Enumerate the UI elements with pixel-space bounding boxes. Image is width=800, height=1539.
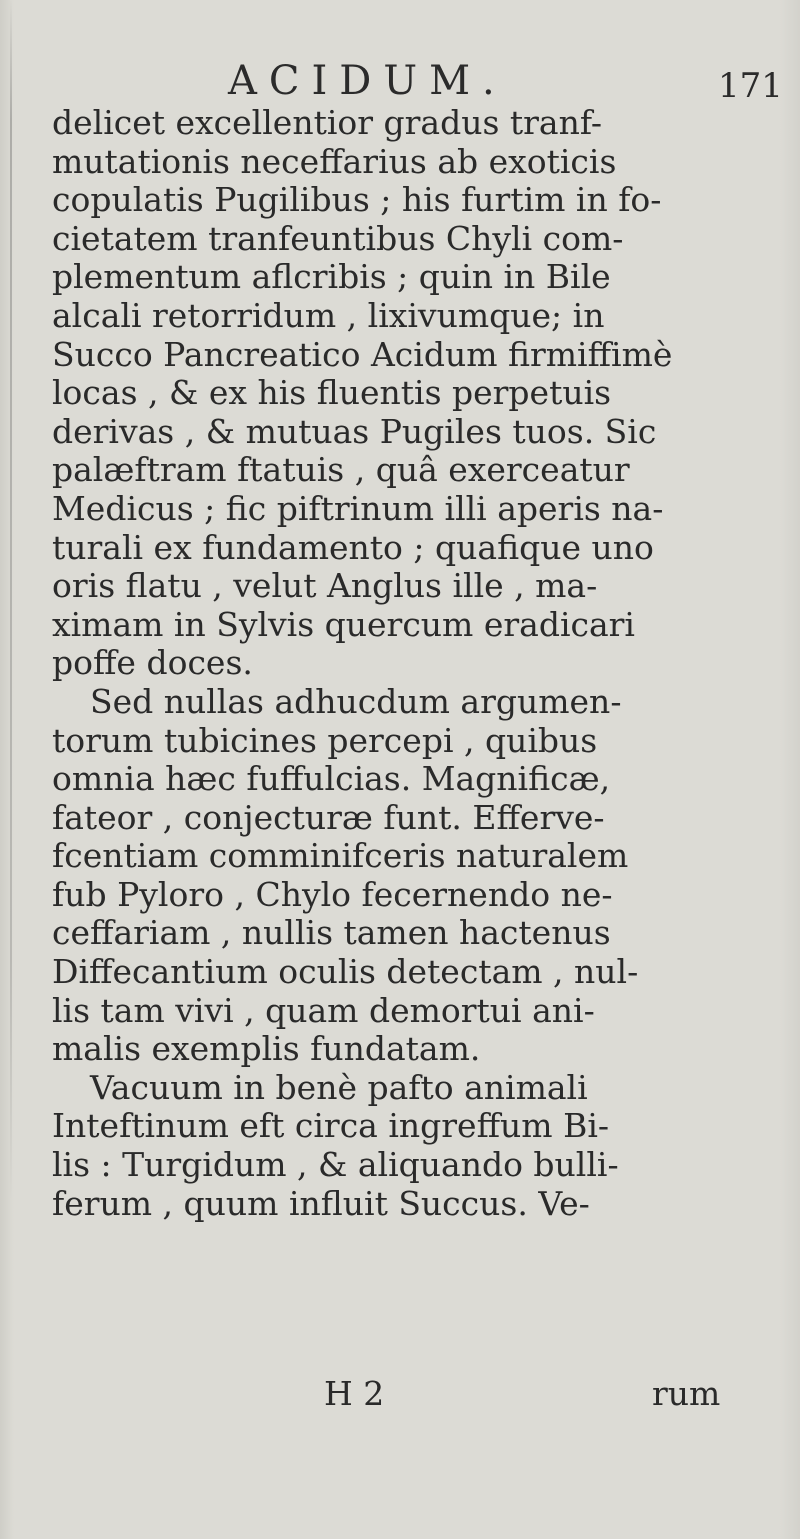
text-line: lis tam vivi , quam demortui ani-	[52, 990, 595, 1030]
page-footer	[0, 1374, 800, 1416]
text-line: mutationis neceffarius ab exoticis	[52, 141, 617, 181]
text-line: fateor , conjecturæ funt. Efferve-	[52, 797, 605, 837]
page-number: 171	[718, 66, 783, 106]
text-line: locas , & ex his fluentis perpetuis	[52, 373, 612, 413]
text-line: oris flatu , velut Anglus ille , ma-	[52, 566, 598, 606]
text-line: lis : Turgidum , & aliquando bulli-	[52, 1145, 619, 1185]
text-line: cietatem tranfeuntibus Chyli com-	[52, 218, 624, 258]
text-line: ferum , quum influit Succus. Ve-	[52, 1183, 590, 1223]
text-line: delicet excellentior gradus tranf-	[52, 103, 603, 142]
text-line: copulatis Pugilibus ; his furtim in fo-	[52, 180, 662, 220]
text-line: palæftram ftatuis , quâ exerceatur	[52, 450, 630, 490]
text-line: derivas , & mutuas Pugiles tuos. Sic	[52, 411, 657, 451]
text-line: Diffecantium oculis detectam , nul-	[52, 952, 639, 992]
text-line: malis exemplis fundatam.	[52, 1029, 481, 1069]
running-head: ACIDUM.	[228, 58, 507, 104]
gutter-shadow	[10, 0, 12, 1200]
catchword: rum	[652, 1374, 721, 1413]
page-header	[0, 58, 800, 108]
signature-mark: H 2	[324, 1374, 385, 1413]
text-line: torum tubicines percepi , quibus	[52, 720, 598, 760]
text-line: plementum aflcribis ; quin in Bile	[52, 257, 611, 297]
body-text	[52, 104, 772, 1223]
text-line: ximam in Sylvis quercum eradicari	[52, 604, 635, 644]
text-line: ceffariam , nullis tamen hactenus	[52, 913, 611, 953]
paragraph-start: Sed nullas adhucdum argumen-	[90, 681, 622, 721]
text-line: turali ex fundamento ; quafique uno	[52, 527, 654, 567]
text-line: poffe doces.	[52, 643, 253, 683]
paragraph-start: Vacuum in benè pafto animali	[90, 1067, 588, 1107]
text-line: omnia hæc fuffulcias. Magnificæ,	[52, 759, 611, 799]
text-line: fcentiam comminifceris naturalem	[52, 836, 629, 876]
text-line: Inteftinum eft circa ingreffum Bi-	[52, 1106, 610, 1146]
text-line: Medicus ; fic piftrinum illi aperis na-	[52, 488, 664, 528]
text-line: alcali retorridum , lixivumque; in	[52, 295, 605, 335]
text-line: fub Pyloro , Chylo fecernendo ne-	[52, 874, 613, 914]
text-line: Succo Pancreatico Acidum firmiffimè	[52, 334, 673, 374]
